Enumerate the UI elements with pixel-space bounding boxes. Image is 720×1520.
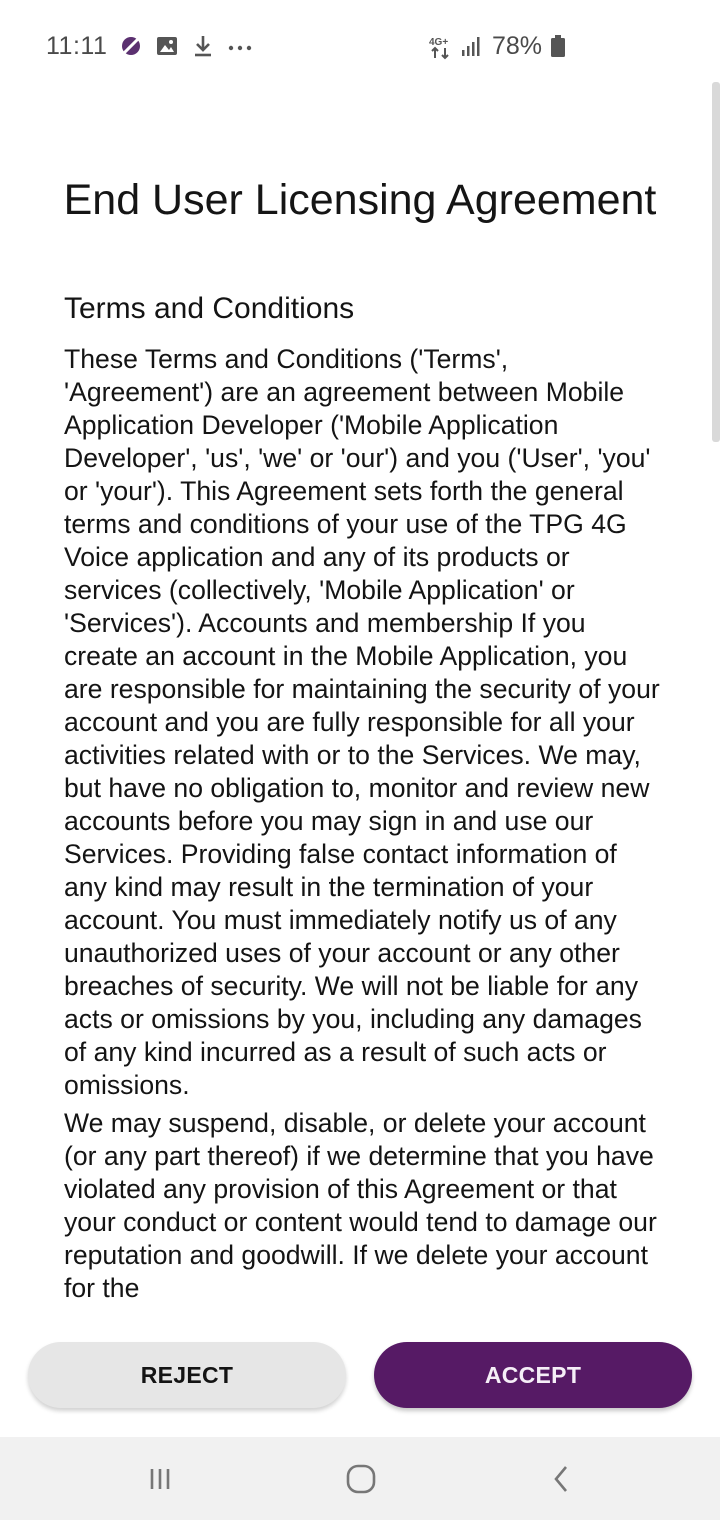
agreement-paragraph-1: These Terms and Conditions ('Terms', 'Agreement') are an agreement between Mobile Application Developer ('Mobile Application Developer', 'us', 'we' or 'our') and you ('User', 'you' or 'your'). This Agreement sets forth the general terms and conditions of your use of the TPG 4G Voice application and any of its products or services (collectively, 'Mobile Application' or 'Services'). Accounts and membership If you create an account in the Mobile Application, you are responsible for maintaining the security of your account and you are fully responsible for all your activities related with or to the Services. We may, but have no obligation to, monitor and review new accounts before you may sign in and use our Services. Providing false contact information of any kind may result in the termination of your account. You must immediately notify us of any unauthorized uses of your account or any other breaches of security. We will not be liable for any acts or omissions by you, including any damages of any kind incurred as a result of such acts or omissions.: [64, 344, 660, 1100]
accept-button[interactable]: ACCEPT: [374, 1342, 692, 1408]
recent-apps-icon: [145, 1464, 175, 1494]
scroll-indicator[interactable]: [712, 82, 720, 442]
recent-apps-button[interactable]: [140, 1459, 180, 1499]
agreement-content[interactable]: [64, 290, 664, 1326]
no-disturb-icon: [119, 34, 143, 58]
agreement-paragraph-2: We may suspend, disable, or delete your account (or any part thereof) if we determine that you have violated any provision of this Agreement or that your conduct or content would tend to damage our reputation and goodwill. If we delete your account for the: [64, 1108, 657, 1303]
home-icon: [344, 1462, 378, 1496]
status-time: 11:11: [46, 31, 108, 60]
status-bar: [0, 0, 720, 92]
svg-text:4G+: 4G+: [428, 37, 449, 48]
4g-data-icon: [428, 34, 452, 58]
image-icon: [155, 34, 179, 58]
back-button[interactable]: [542, 1459, 582, 1499]
status-left: [46, 30, 251, 62]
page-title: End User Licensing Agreement: [63, 176, 657, 224]
battery-percentage: 78%: [491, 31, 542, 60]
signal-icon: [460, 34, 484, 58]
status-right: [428, 30, 574, 62]
reject-button[interactable]: REJECT: [28, 1342, 346, 1408]
download-icon: [191, 34, 215, 58]
navigation-bar: [0, 1437, 720, 1520]
home-button[interactable]: [341, 1459, 381, 1499]
back-icon: [547, 1464, 577, 1494]
battery-icon: [550, 34, 574, 58]
section-heading: Terms and Conditions: [64, 292, 355, 325]
more-icon: [227, 34, 251, 58]
